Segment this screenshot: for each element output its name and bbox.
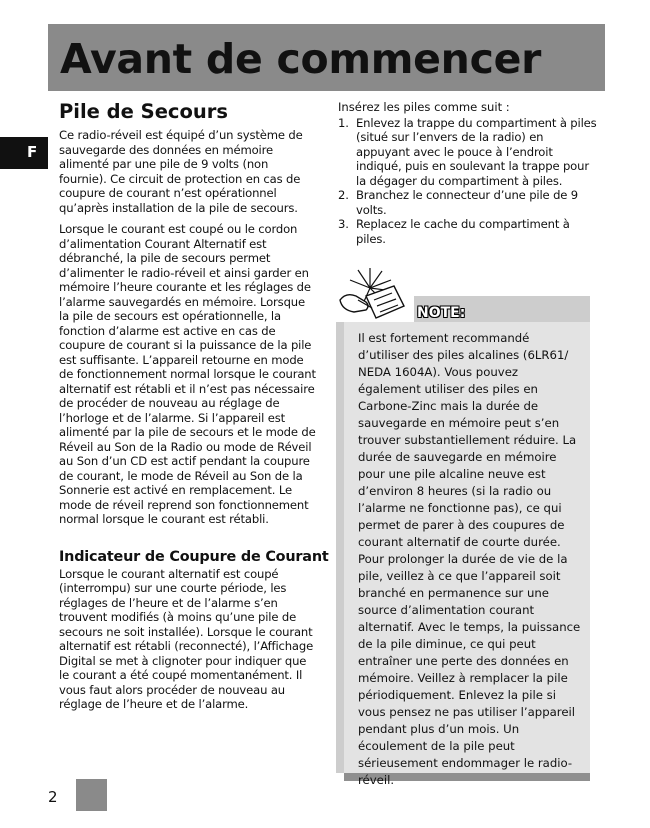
step-number: 2. (338, 188, 349, 202)
paragraph: Ce radio-réveil est équipé d’un système de sauvegarde des données en mémoire alimenté par une pile de 9 volts (non fournie). Ce circuit de protection en cas de coupure de courant n’est opérationnel qu’après installation de la pile de secours. (59, 128, 303, 215)
step-number: 1. (338, 115, 349, 130)
paragraph: Lorsque le courant alternatif est coupé (interrompu) sur une courte période, les réglages de l’heure et de l’alarme s’en trouvent modifiés (à moins qu’une pile de secours ne soit installée). Lorsque le courant alternatif est rétabli (reconnecté), l’Affichage Digital se met à clignoter pour indiquer que le courant a été coupé momentanément. Il vous faut alors procéder de nouveau au réglage de l’heure et de l’alarme. (59, 566, 314, 711)
title-bar (48, 24, 605, 91)
paragraph: Lorsque le courant est coupé ou le cordon d’alimentation Courant Alternatif est débranché, la pile de secours permet d’alimenter le radio-réveil et ainsi garder en mémoire l’heure courante et les réglages de l’alarme sauvegardés en mémoire. Lorsque la pile de secours est opérationnelle, la fonction d’alarme est active en cas de coupure de courant si la puissance de la pile est suffisante. L’appareil retourne en mode de fonctionnement normal lorsque le courant alternatif est rétabli et il n’est pas nécessaire de procéder de nouveau au réglage de l’horloge et de l’alarme. Si l’appareil est alimenté par la pile de secours et le mode de Réveil au Son de la Radio ou mode de Réveil au Son d’un CD est actif pendant la coupure de courant, le mode de Réveil au Son de la Sonnerie est activé en remplacement. Le mode de réveil reprend son fonctionnement normal lorsque le courant est rétabli. (59, 222, 316, 526)
note-text: Il est fortement recommandé d’utiliser des piles alcalines (6LR61/ NEDA 1604A). Vous pouvez également utiliser des piles en Carbone-Zinc mais la durée de sauvegarde en mémoire peut s’en trouver substantiellement réduire. La durée de sauvegarde en mémoire pour une pile alcaline neuve est d’environ 8 heures (si la radio ou l’alarme ne fonctionne pas), ce qui permet de parer à des coupures de courant alternatif de courte durée. Pour prolonger la durée de vie de la pile, veillez à ce que l’appareil soit branché en permanence sur une source d’alimentation courant alternatif. Avec le temps, la puissance de la pile diminue, ce qui peut entraîner une perte des données en mémoire. Veillez à remplacer la pile périodiquement. Enlevez la pile si vous pensez ne pas utiliser l’appareil pendant plus d’un mois. Un écoulement de la pile peut sérieusement endommager le radio-réveil. (358, 331, 581, 787)
left-column (59, 100, 329, 712)
page-marker (76, 779, 107, 811)
steps-list (338, 116, 598, 247)
right-column (338, 100, 598, 246)
page-title: Avant de commencer (60, 35, 541, 83)
step-number: 3. (338, 217, 349, 231)
list-item (338, 188, 598, 217)
steps-intro: Insérez les piles comme suit : (338, 100, 510, 114)
section-heading-backup-battery: Pile de Secours (59, 100, 228, 123)
step-text: Branchez le connecteur d’une pile de 9 volts. (356, 188, 579, 217)
section-heading-power-failure: Indicateur de Coupure de Courant (59, 548, 329, 565)
language-tab (0, 137, 48, 169)
step-text: Replacez le cache du compartiment à piles. (356, 217, 570, 246)
language-tab-label: F (27, 143, 38, 161)
note-label: NOTE: (417, 305, 466, 321)
list-item (338, 116, 598, 189)
list-item (338, 217, 598, 246)
step-text: Enlevez la trappe du compartiment à piles (situé sur l’envers de la radio) en appuyant avec le pouce à l’endroit indiqué, puis en soulevant la trappe pour la dégager du compartiment à piles. (356, 115, 597, 188)
hand-writing-note-icon (336, 266, 414, 322)
page-number: 2 (48, 788, 58, 806)
